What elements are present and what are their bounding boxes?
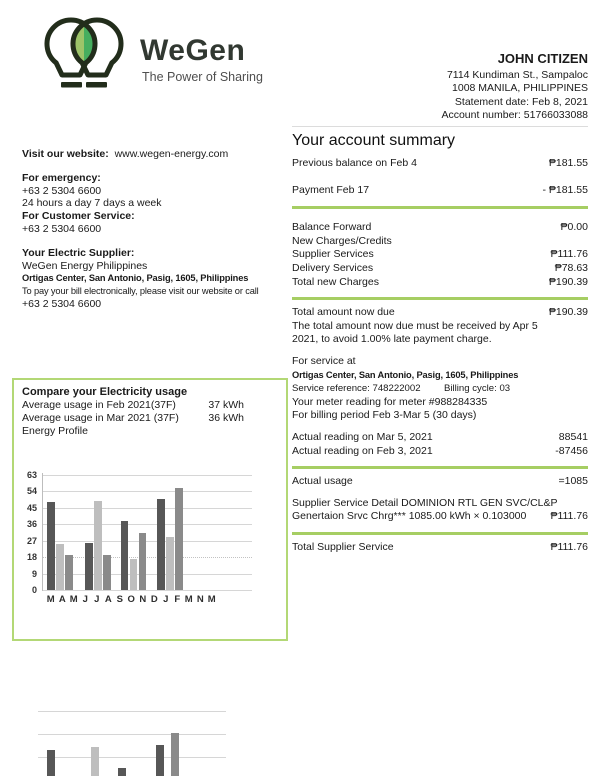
customer-service-label: For Customer Service:	[22, 210, 135, 223]
y-axis-tick-label: 27	[26, 535, 37, 546]
x-axis-label: J	[82, 594, 88, 605]
meter-row	[292, 445, 588, 459]
row-amount: ₱190.39	[548, 306, 588, 319]
double-bulb-leaf-icon	[36, 12, 132, 100]
green-divider	[292, 532, 588, 535]
chart-gridline	[42, 574, 252, 575]
supplier-detail-line1: Supplier Service Detail DOMINION RTL GEN SVC/CL&P	[292, 496, 558, 509]
cropped-energy-chart	[0, 705, 600, 776]
chart-gridline	[42, 557, 252, 558]
green-divider	[292, 297, 588, 300]
summary-title: Your account summary	[292, 132, 456, 149]
meter-row	[292, 475, 588, 489]
y-axis-tick-label: 0	[31, 585, 37, 595]
row-label: Total amount now due	[292, 306, 395, 319]
recipient-block	[441, 52, 588, 123]
x-axis-label: N	[139, 594, 147, 605]
row-label: Balance Forward	[292, 221, 372, 234]
account-summary	[292, 126, 588, 554]
row-label: Supplier Services	[292, 248, 374, 261]
x-axis-label: M	[69, 594, 78, 605]
x-axis-label: J	[94, 594, 100, 605]
y-axis-tick-label: 9	[31, 568, 37, 579]
billing-cycle: Billing cycle: 03	[444, 383, 511, 395]
pay-phone: +63 2 5304 6600	[22, 297, 102, 310]
statement-date: Statement date: Feb 8, 2021	[454, 95, 588, 108]
row-label: Actual usage	[292, 475, 353, 488]
y-axis-tick-label: 54	[26, 486, 37, 497]
row-label: Delivery Services	[292, 261, 374, 274]
usage-comparison-box	[12, 378, 288, 641]
supplier-detail-row	[292, 510, 588, 524]
billing-period: For billing period Feb 3-Mar 5 (30 days)	[292, 409, 477, 422]
row-label: Total Supplier Service	[292, 540, 394, 553]
chart-bar	[166, 537, 174, 590]
row-label: New Charges/Credits	[292, 234, 392, 247]
y-axis-tick-label: 63	[26, 470, 37, 480]
chart-bar	[171, 733, 179, 776]
chart-bar	[91, 747, 99, 776]
wegen-logo	[36, 12, 296, 108]
for-service-at: For service at	[292, 354, 356, 367]
x-axis-label: A	[58, 594, 66, 605]
customer-service-phone: +63 2 5304 6600	[22, 222, 102, 235]
row-label: Actual reading on Mar 5, 2021	[292, 430, 433, 443]
row-value: 37 kWh	[208, 399, 244, 411]
row-amount: ₱78.63	[554, 261, 588, 274]
row-label: Total new Charges	[292, 275, 379, 288]
meter-row	[292, 431, 588, 445]
brand-tagline: The Power of Sharing	[142, 70, 263, 84]
divider	[292, 126, 588, 127]
summary-row	[292, 262, 588, 276]
hours-line: 24 hours a day 7 days a week	[22, 197, 162, 210]
summary-row	[292, 157, 588, 171]
energy-profile-label: Energy Profile	[22, 425, 88, 437]
row-amount: ₱0.00	[560, 221, 588, 234]
website-line	[22, 148, 286, 161]
row-amount: ₱181.55	[548, 157, 588, 169]
x-axis-label: J	[163, 594, 169, 605]
row-amount: -87456	[555, 444, 588, 457]
x-axis-label: O	[127, 594, 135, 605]
recipient-name: JOHN CITIZEN	[497, 51, 588, 66]
chart-bar	[85, 543, 93, 590]
row-amount: ₱111.76	[550, 248, 588, 261]
row-label: Average usage in Mar 2021 (37F)	[22, 412, 179, 424]
emergency-phone: +63 2 5304 6600	[22, 184, 102, 197]
x-axis-label: M	[46, 594, 55, 605]
x-axis-label: M	[207, 594, 216, 605]
summary-row	[292, 184, 588, 198]
chart-bar	[121, 521, 129, 590]
row-amount: - ₱181.55	[542, 183, 588, 196]
summary-row	[292, 235, 588, 249]
chart-bar	[157, 499, 165, 590]
y-axis-tick-label: 45	[26, 502, 37, 513]
row-amount: 88541	[558, 430, 588, 443]
recipient-address-line1: 7114 Kundiman St., Sampaloc	[446, 68, 588, 81]
meter-line: Your meter reading for meter #988284335	[292, 395, 488, 408]
chart-gridline	[42, 475, 252, 476]
x-axis-label: N	[196, 594, 204, 605]
chart-gridline	[38, 757, 226, 758]
chart-bar	[175, 488, 183, 590]
chart-bar	[47, 502, 55, 590]
chart-bar	[118, 768, 126, 776]
chart-gridline	[38, 711, 226, 712]
row-amount: ₱111.76	[550, 510, 588, 523]
y-axis-tick-label: 36	[26, 519, 37, 530]
usage-box-title: Compare your Electricity usage	[22, 386, 188, 398]
x-axis-label: M	[184, 594, 193, 605]
row-label: Previous balance on Feb 4	[292, 157, 417, 169]
service-reference-line	[292, 382, 588, 396]
chart-bar	[47, 750, 55, 776]
row-label: Actual reading on Feb 3, 2021	[292, 444, 433, 457]
chart-bar	[130, 559, 138, 590]
row-amount: ₱111.76	[550, 540, 588, 553]
green-divider	[292, 466, 588, 469]
y-axis-line	[42, 473, 43, 591]
due-note: The total amount now due must be received by Apr 5 2021, to avoid 1.00% late payment charge.	[292, 319, 538, 346]
service-reference: Service reference: 748222002	[292, 383, 421, 395]
summary-row	[292, 221, 588, 235]
x-axis-label: S	[116, 594, 123, 605]
row-amount: =1085	[558, 475, 588, 488]
x-axis-label: F	[174, 594, 181, 605]
row-amount: ₱190.39	[548, 275, 588, 288]
chart-bar	[156, 745, 164, 776]
total-supplier-row	[292, 541, 588, 555]
website-label: Visit our website:	[22, 148, 109, 160]
energy-profile-chart	[14, 380, 286, 639]
service-address: Ortigas Center, San Antonio, Pasig, 1605, Philippines	[292, 369, 519, 380]
chart-bar	[94, 501, 102, 590]
recipient-address-line2: 1008 MANILA, PHILIPPINES	[452, 82, 588, 94]
supplier-name: WeGen Energy Philippines	[22, 259, 148, 272]
account-number: Account number: 51766033088	[441, 109, 588, 121]
website-url: www.wegen-energy.com	[114, 148, 229, 160]
chart-gridline	[42, 541, 252, 542]
x-axis-label: D	[150, 594, 158, 605]
row-label: Payment Feb 17	[292, 183, 370, 196]
contact-info	[22, 148, 286, 311]
summary-row	[292, 248, 588, 262]
chart-bar	[56, 544, 64, 590]
y-axis-tick-label: 18	[26, 552, 37, 563]
supplier-address: Ortigas Center, San Antonio, Pasig, 1605, Philippines	[22, 273, 249, 284]
chart-bar	[139, 533, 147, 590]
summary-row	[292, 306, 588, 320]
row-value: 36 kWh	[208, 412, 244, 424]
supplier-label: Your Electric Supplier:	[22, 246, 135, 259]
chart-gridline	[42, 491, 252, 492]
row-label: Genertaion Srvc Chrg*** 1085.00 kWh × 0.103000	[292, 510, 527, 523]
emergency-label: For emergency:	[22, 171, 101, 184]
green-divider	[292, 206, 588, 209]
row-label: Average usage in Feb 2021(37F)	[22, 399, 176, 411]
x-axis-label: A	[104, 594, 112, 605]
chart-gridline	[42, 590, 252, 591]
pay-note: To pay your bill electronically, please visit our website or call	[22, 286, 259, 297]
chart-bar	[103, 555, 111, 590]
chart-gridline	[42, 508, 252, 509]
chart-gridline	[42, 524, 252, 525]
brand-name: WeGen	[140, 34, 246, 67]
chart-gridline	[38, 734, 226, 735]
summary-row	[292, 276, 588, 290]
chart-bar	[65, 555, 73, 590]
